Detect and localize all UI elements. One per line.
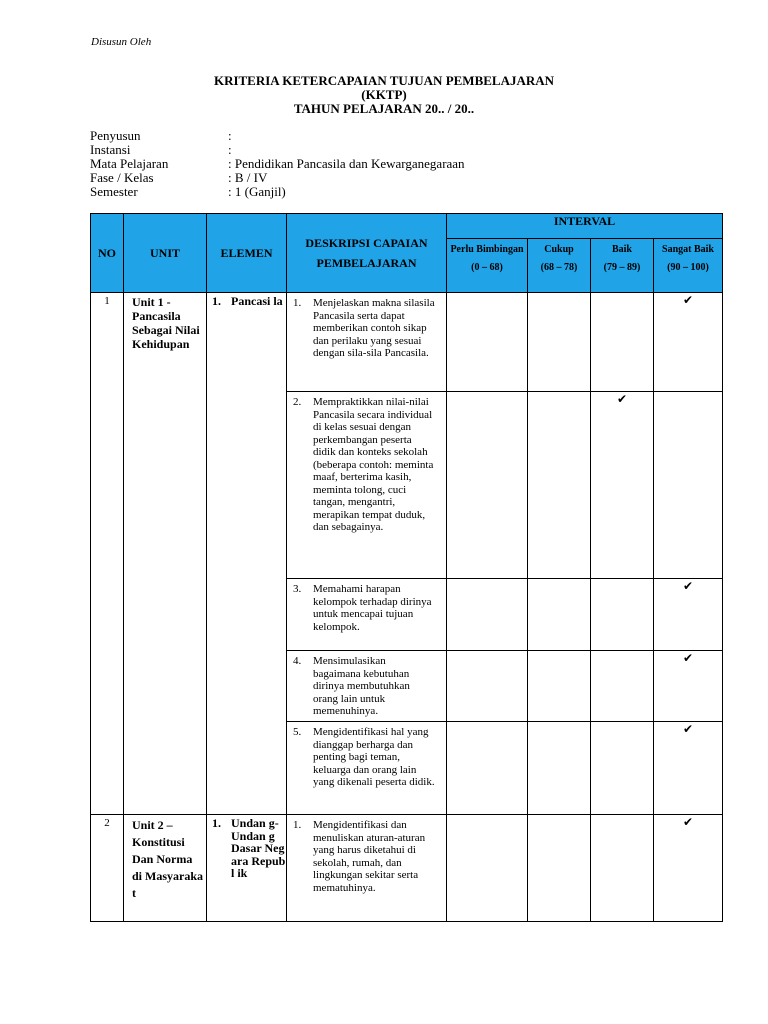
cell-baik <box>591 815 654 922</box>
cell-sangat-baik <box>654 392 723 579</box>
cell-elemen: 1. Pancasi la <box>207 293 287 815</box>
cell-deskripsi: 1. Menjelaskan makna silasila Pancasila serta dapat memberikan contoh sikap dan perilaku yang sesuai dengan sila-sila Pancasila. <box>287 293 447 392</box>
meta-label: Fase / Kelas <box>90 170 154 185</box>
cell-deskripsi: 5. Mengidentifikasi hal yang dianggap berharga dan penting bagi teman, keluarga dan orang lain yang dikenali peserta didik. <box>287 722 447 815</box>
cell-perlu-bimbingan <box>447 579 528 651</box>
meta-value: : B / IV <box>228 170 268 185</box>
table-row <box>91 815 723 922</box>
cell-unit: Unit 2 – Konstitusi Dan Norma di Masyaraka t <box>124 815 207 922</box>
cell-cukup <box>528 392 591 579</box>
cell-deskripsi: 2. Mempraktikkan nilai-nilai Pancasila secara individual di kelas sesuai dengan perkembangan peserta didik dan konteks sekolah (beberapa contoh: meminta maaf, berterima kasih, meminta tolong, cuci tangan, mengantri, merapikan tempat duduk, dan sebagainya. <box>287 392 447 579</box>
cell-cukup <box>528 815 591 922</box>
interval-baik: Baik (79 – 89) <box>591 239 654 293</box>
header-unit: UNIT <box>124 214 207 293</box>
header-deskripsi: DESKRIPSI CAPAIAN PEMBELAJARAN <box>287 214 447 293</box>
cell-baik <box>591 293 654 392</box>
cell-deskripsi: 1. Mengidentifikasi dan menuliskan aturan-aturan yang harus diketahui di sekolah, rumah, dan lingkungan sekitar serta mematuhinya. <box>287 815 447 922</box>
interval-sangat-baik: Sangat Baik (90 – 100) <box>654 239 723 293</box>
meta-value: : <box>228 142 232 157</box>
meta-label: Penyusun <box>90 128 141 143</box>
meta-value: : 1 (Ganjil) <box>228 184 286 199</box>
cell-sangat-baik <box>654 293 723 392</box>
header-no: NO <box>91 214 124 293</box>
kktp-table <box>90 213 723 922</box>
cell-deskripsi: 4. Mensimulasikan bagaimana kebutuhan dirinya membutuhkan orang lain untuk memenuhinya. <box>287 651 447 722</box>
doc-title-line3: TAHUN PELAJARAN 20.. / 20.. <box>293 101 475 116</box>
interval-perlu-bimbingan: Perlu Bimbingan (0 – 68) <box>447 239 528 293</box>
cell-perlu-bimbingan <box>447 815 528 922</box>
meta-label: Instansi <box>90 142 131 157</box>
cell-sangat-baik <box>654 722 723 815</box>
table-header-row <box>91 214 723 239</box>
check-mark-icon: ✔ <box>616 392 628 406</box>
cell-no: 1 <box>91 293 124 815</box>
header-elemen: ELEMEN <box>207 214 287 293</box>
cell-baik <box>591 651 654 722</box>
cell-sangat-baik <box>654 815 723 922</box>
meta-value: : Pendidikan Pancasila dan Kewarganegaraan <box>228 156 465 171</box>
cell-perlu-bimbingan <box>447 293 528 392</box>
cell-sangat-baik <box>654 651 723 722</box>
check-mark-icon: ✔ <box>682 651 694 665</box>
interval-cukup: Cukup (68 – 78) <box>528 239 591 293</box>
table-row <box>91 293 723 392</box>
check-mark-icon: ✔ <box>682 722 694 736</box>
cell-unit: Unit 1 - Pancasila Sebagai Nilai Kehidupan <box>124 293 207 815</box>
check-mark-icon: ✔ <box>682 579 694 593</box>
cell-baik <box>591 579 654 651</box>
header-note: Disusun Oleh <box>91 36 152 48</box>
cell-cukup <box>528 579 591 651</box>
doc-title-line1: KRITERIA KETERCAPAIAN TUJUAN PEMBELAJARAN <box>213 73 555 88</box>
cell-baik <box>591 722 654 815</box>
cell-elemen: 1. Undan g-Undan g Dasar Negara Republ ik <box>207 815 287 922</box>
cell-cukup <box>528 722 591 815</box>
meta-value: : <box>228 128 232 143</box>
cell-perlu-bimbingan <box>447 392 528 579</box>
cell-cukup <box>528 651 591 722</box>
check-mark-icon: ✔ <box>682 815 694 829</box>
meta-label: Mata Pelajaran <box>90 156 169 171</box>
cell-no: 2 <box>91 815 124 922</box>
meta-label: Semester <box>90 184 138 199</box>
cell-perlu-bimbingan <box>447 722 528 815</box>
header-interval: INTERVAL <box>447 214 723 239</box>
check-mark-icon: ✔ <box>682 293 694 307</box>
cell-cukup <box>528 293 591 392</box>
cell-sangat-baik <box>654 579 723 651</box>
doc-title-line2: (KKTP) <box>361 87 407 102</box>
cell-baik <box>591 392 654 579</box>
cell-deskripsi: 3. Memahami harapan kelompok terhadap dirinya untuk mencapai tujuan kelompok. <box>287 579 447 651</box>
cell-perlu-bimbingan <box>447 651 528 722</box>
